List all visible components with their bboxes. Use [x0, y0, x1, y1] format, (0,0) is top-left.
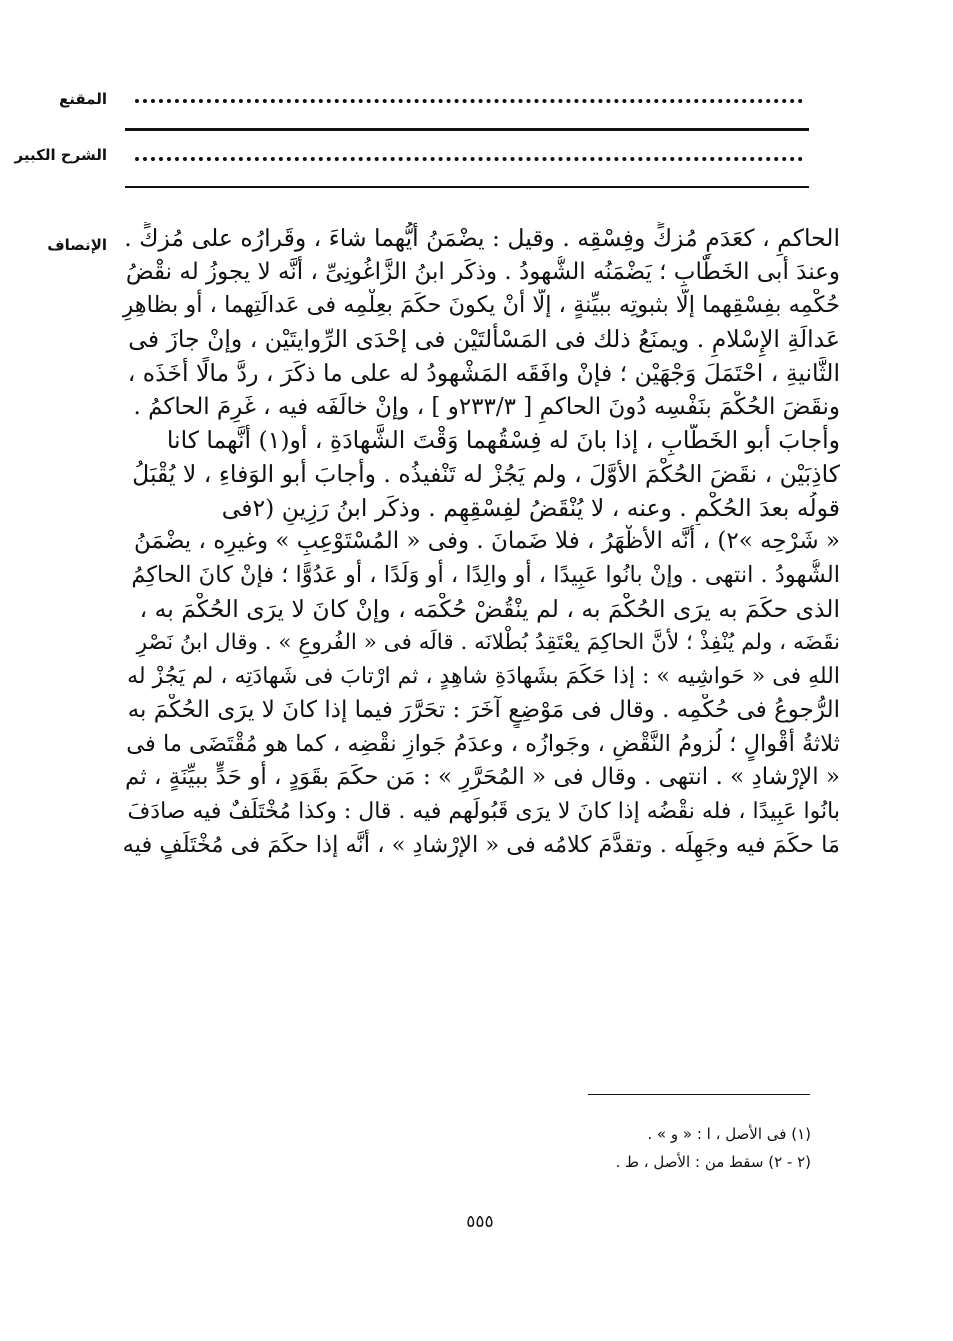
main-text-block — [122, 222, 840, 862]
footnote: (١) فى الأصل ، ا : « و » . — [647, 1125, 811, 1143]
text-line: الرُّجوعُ فى حُكْمِه . وقال فى مَوْضِعٍ آخَرَ : تحَرَّرَ فيما إذا كانَ لا يرَى الحُكْمَ به — [127, 696, 840, 723]
text-line: وأجابَ أبو الخَطَّابِ ، إذا بانَ له فِسْقُهما وَقْتَ الشَّهادَةِ ، أو(١) أنَّهما كانا — [166, 426, 840, 455]
text-line: ونقَضَ الحُكْمَ بنَفْسِه دُونَ الحاكمِ [ ٢٣٣/٣و ] ، وإنْ خالَفَه فيه ، غَرِمَ الحاكمُ . — [133, 393, 840, 420]
header-label-sharh-kabir: الشرح الكبير — [14, 146, 107, 164]
text-line: مَا حكَمَ فيه وجَهِلَه . وتقدَّمَ كلامُه فى « الإرْشادِ » ، أنَّه إذا حكَمَ فى مُخْتَلَفٍ فيه — [122, 831, 840, 858]
text-line: كاذِبَيْن ، نقَضَ الحُكْمَ الأوَّلَ ، ولم يَجُزْ له تَنْفيذُه . وأجابَ أبو الوَفاءِ ، لا يُقْبَلُ — [132, 459, 840, 488]
text-line: اللهِ فى « حَواشِيه » : إذا حَكَمَ بشَهادَةِ شاهِدٍ ، ثم ارْتابَ فى شَهادَتِه ، لم يَجُزْ له — [127, 664, 840, 690]
header-dotted-line-sharh — [135, 149, 803, 161]
text-line: الحاكمِ ، كعَدَمِ مُزكٍّ وفِسْقِه . وقيل : يضْمَنُ أيُّهما شاءَ ، وقَرارُه على مُزكٍّ . — [124, 224, 840, 252]
text-line: الذى حكَمَ به يرَى الحُكْمَ به ، لم ينْقُضْ حُكْمَه ، وإنْ كانَ لا يرَى الحُكْمَ به ، — [139, 594, 840, 623]
header-dotted-line-muqni — [135, 91, 803, 103]
text-line: الشُّهودُ . انتهى . وإنْ بانُوا عَبِيدًا ، أو والِدًا ، أو وَلَدًا ، أو عَدُوًّا ؛ فإنْ كانَ الحاكِمُ — [131, 562, 840, 589]
footnote: (٢ - ٢) سقط من : الأصل ، ط . — [615, 1153, 811, 1171]
text-line: « الإرْشادِ » . انتهى . وقال فى « المُحَرَّرِ » : مَن حكَمَ بقَوَدٍ ، أو حَدٍّ ببيِّنَةٍ ، ثم — [125, 764, 840, 791]
header-label-insaf: الإنصاف — [47, 236, 107, 254]
text-line: نقَضَه ، ولم يُنْفِذْ ؛ لأنَّ الحاكِمَ يعْتَقِدُ بُطْلانَه . قالَه فى « الفُروعِ » . وقال ابنُ نَصْرِ — [136, 630, 840, 656]
footnotes — [211, 1120, 811, 1176]
header-label-muqni: المقنع — [59, 90, 107, 108]
footnote-separator — [588, 1094, 810, 1095]
text-line: ثلاثةُ أقْوالٍ ؛ لُزومُ النَّقْضِ ، وجَوازُه ، وعدَمُ جَوازِ نقْضِه ، كما هو مُقْتَضَى ما فى — [126, 730, 840, 757]
header-rule-thin — [125, 186, 809, 188]
text-line: « شَرْحِه »٢) ، أنَّه الأظْهَرُ ، فلا ضَمانَ . وفى « المُسْتَوْعِبِ » وغيرِه ، يضْمَنُ — [134, 528, 840, 555]
page-number: ٥٥٥ — [466, 1212, 494, 1232]
text-line: قولُه بعدَ الحُكْمِ . وعنه ، لا يُنْقَضُ لفِسْقِهِم . وذكَر ابنُ رَزِينٍ (٢فى — [221, 493, 840, 522]
text-line: بانُوا عَبِيدًا ، فله نقْضُه إذا كانَ لا يرَى قَبُولَهم فيه . قال : وكذا مُخْتَلَفٌ فيه صادَفَ — [127, 798, 840, 824]
text-line: عَدالَةِ الإِسْلامِ . ويمنَعُ ذلك فى المَسْأَلتَيْن فى إحْدَى الرِّوايتَيْن ، وإنْ جازَ فى — [128, 325, 840, 354]
text-line: الثَّانيةِ ، احْتَمَلَ وَجْهَيْن ؛ فإنْ وافَقَه المَشْهودُ له على ما ذكَرَ ، ردَّ مالًا أخَذَه ، — [127, 358, 840, 387]
text-line: حُكْمِه بفِسْقِهما إلَّا بثبوتِه ببيِّنةٍ ، إلَّا أنْ يكونَ حكَمَ بعِلْمِه فى عَدالَتِهما ، أو بظاهِرِ — [122, 292, 840, 319]
header-rule-thick — [125, 128, 809, 131]
text-line: وعندَ أبى الخَطَّابِ ؛ يَضْمَنُه الشُّهودُ . وذكَر ابنُ الزَّاغُونِىِّ ، أنَّه لا يجوزُ له نقْضُ — [125, 258, 840, 285]
